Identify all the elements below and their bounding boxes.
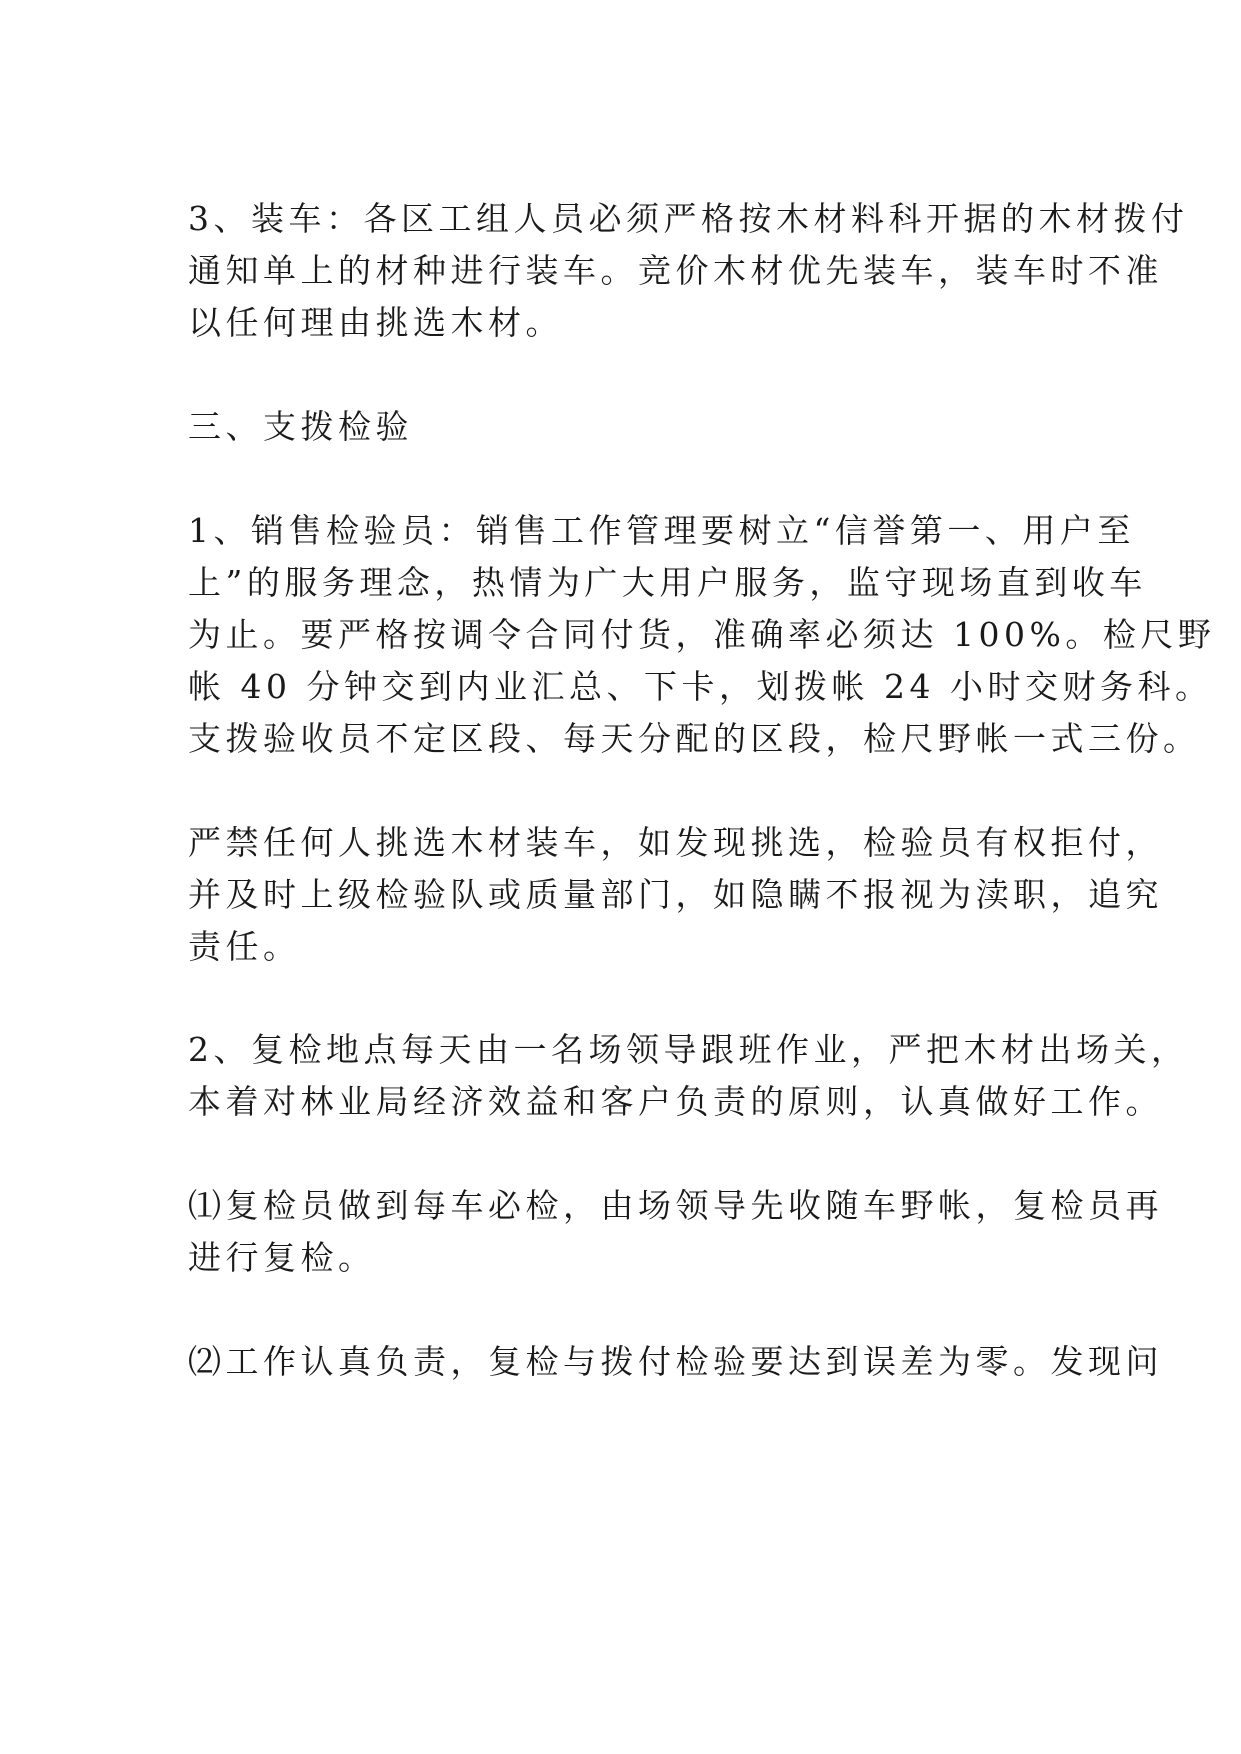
paragraph-prohibition-line-2: 并及时上级检验队或质量部门，如隐瞒不报视为渎职，追究 [188, 875, 1163, 914]
paragraph-recheck-location-line-1: 2、复检地点每天由一名场领导跟班作业，严把木材出场关， [188, 1030, 1189, 1069]
paragraph-sales-inspector-line-4: 帐 40 分钟交到内业汇总、下卡，划拨帐 24 小时交财务科。 [188, 667, 1213, 706]
paragraph-recheck-item-1-line-2: 进行复检。 [188, 1238, 376, 1277]
paragraph-loading-line-2: 通知单上的材种进行装车。竞价木材优先装车，装车时不准 [188, 251, 1163, 290]
paragraph-prohibition-line-3: 责任。 [188, 927, 301, 966]
paragraph-sales-inspector-line-2: 上”的服务理念，热情为广大用户服务，监守现场直到收车 [188, 563, 1147, 602]
section-heading: 三、支拨检验 [188, 407, 413, 446]
paragraph-recheck-location-line-2: 本着对林业局经济效益和客户负责的原则，认真做好工作。 [188, 1082, 1163, 1121]
paragraph-recheck-item-2-line-1: ⑵工作认真负责，复检与拨付检验要达到误差为零。发现问 [188, 1342, 1163, 1381]
paragraph-prohibition-line-1: 严禁任何人挑选木材装车，如发现挑选，检验员有权拒付， [188, 823, 1163, 862]
paragraph-loading-line-3: 以任何理由挑选木材。 [188, 303, 563, 342]
paragraph-sales-inspector-line-3: 为止。要严格按调令合同付货，准确率必须达 100%。检尺野 [188, 615, 1216, 654]
paragraph-sales-inspector-line-5: 支拨验收员不定区段、每天分配的区段，检尺野帐一式三份。 [188, 719, 1201, 758]
paragraph-loading-line-1: 3、装车：各区工组人员必须严格按木材料科开据的木材拨付 [188, 199, 1189, 238]
paragraph-recheck-item-1-line-1: ⑴复检员做到每车必检，由场领导先收随车野帐，复检员再 [188, 1186, 1163, 1225]
paragraph-sales-inspector-line-1: 1、销售检验员：销售工作管理要树立“信誉第一、用户至 [188, 511, 1135, 550]
